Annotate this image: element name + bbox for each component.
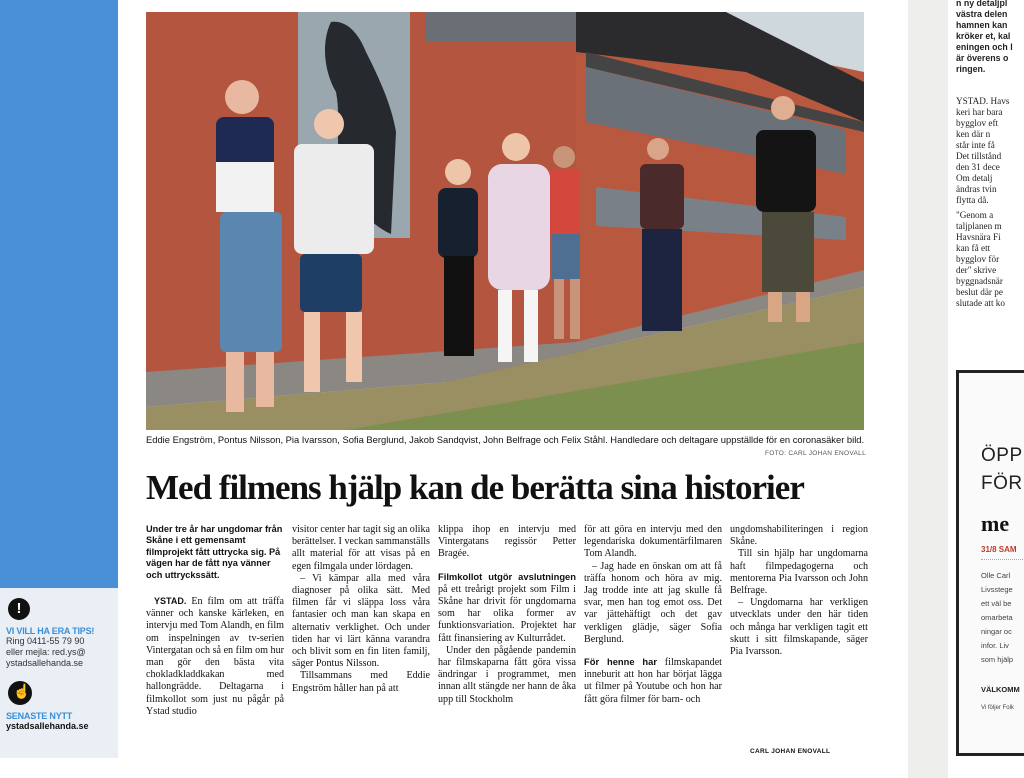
article-body — [146, 524, 868, 764]
article-byline: CARL JOHAN ENOVALL — [750, 748, 831, 755]
fragment-line: der" skrive — [956, 265, 997, 275]
page-gutter — [908, 0, 948, 778]
paragraph-text: filmskapandet inneburit att hon har börjat lägga ut filmer på Youtube och hon har fått göra filmer för barn- och — [584, 657, 722, 705]
ad-heading-line-1: ÖPP — [981, 445, 1023, 466]
ad-text-line: omarbeta — [981, 613, 1013, 622]
paragraph: – Vi kämpar alla med våra diagnoser på olika sätt. Med filmen får vi släppa loss våra fantasier och man kan skapa en alternativ verklighet. Och under tiden har vi lärt känna varandra och blivit som en fin liten familj, säger Pontus Nilsson. — [292, 572, 430, 670]
paragraph: Under den pågående pandemin har filmskaparna fått göra vissa ändringar i programmet, men innan allt stängde ner hann de åka upp till Stockholm — [438, 644, 576, 705]
sidebar-color-block — [0, 0, 118, 588]
paragraph: Till sin hjälp har ungdomarna haft filmpedagogerna och mentorerna Pia Ivarsson och John Belfrage. — [730, 548, 868, 597]
ad-date: 31/8 SAM — [981, 545, 1017, 554]
left-sidebar — [0, 0, 118, 778]
fragment-line: eningen och l — [956, 42, 1013, 52]
fragment-line: kröker et, kal — [956, 31, 1011, 41]
paragraph: – Jag hade en önskan om att få träffa honom och höra av mig. Jag trodde inte att jag skulle få svar, men han tog emot oss. Det var jättehäftigt och det gav verkligen glädje, säger Sofia Berglund. — [584, 560, 722, 645]
tips-phone: Ring 0411-55 79 90 — [6, 636, 85, 646]
fragment-line: den 31 dece — [956, 162, 1000, 172]
paragraph — [146, 595, 284, 718]
article-photo — [146, 12, 864, 430]
fragment-line: bygglov eft — [956, 118, 999, 128]
dateline: YSTAD. — [154, 596, 187, 607]
fragment-line: ken där n — [956, 129, 991, 139]
fragment-line: n ny detaljpl — [956, 0, 1008, 8]
fragment-line: "Genom a — [956, 210, 994, 220]
fragment-line: västra delen — [956, 9, 1008, 19]
paragraph: klippa ihop en intervju med Vintergatans regissör Petter Bragée. — [438, 524, 576, 560]
fragment-line: slutade att ko — [956, 298, 1005, 308]
paragraph: – Ungdomarna har verkligen utvecklats under den här tiden och många har verkligen tagit ett skutt i sitt filmskapande, säger Pia Ivarsson. — [730, 597, 868, 658]
article-column-3 — [438, 524, 576, 706]
paragraph-text: på ett treårigt projekt som Film i Skåne har drivit för ungdomarna som har olika former av funktionsvariation. Projektet har fått finansiering av Kulturrådet. — [438, 583, 576, 644]
paragraph: Tillsammans med Eddie Engström håller han på att — [292, 670, 430, 694]
paragraph: för att göra en intervju med den legendariska dokumentärfilmaren Tom Alandh. — [584, 524, 722, 560]
ad-title: me — [981, 511, 1010, 536]
ad-text-line: infor. Liv — [981, 641, 1009, 650]
article-column-2 — [292, 524, 430, 695]
fragment-line: Havsnära Fi — [956, 232, 1001, 242]
fragment-line: YSTAD. Havs — [956, 96, 1010, 106]
pointing-hand-icon — [8, 681, 32, 705]
fragment-line: flytta då. — [956, 195, 989, 205]
fragment-line: ringen. — [956, 64, 986, 74]
tips-box — [0, 588, 118, 758]
exclamation-icon: ! — [8, 598, 30, 620]
tips-email-2: ystadsallehanda.se — [6, 658, 84, 668]
paragraph-text: En film om att träffa vänner och kanske kärleken, en intervju med Tom Alandh, en film om inspelningen av tv-serien Vintergatan och så en film om hur man gör den bästa vita chokladkladdkakan med hallongrädde. Deltagarna i filmkollot som just nu pågår på Ystad studio — [146, 596, 284, 717]
subheading: Filmkollot utgör avslutningen — [438, 570, 576, 582]
ad-footer-note: Vi följer Folk — [981, 705, 1014, 711]
tips-heading: VI VILL HA ERA TIPS! — [6, 626, 95, 636]
ad-text-line: ningar oc — [981, 627, 1012, 636]
fragment-line: beslut där pe — [956, 287, 1003, 297]
fragment-line: Det tillstånd — [956, 151, 1002, 161]
ad-divider — [981, 559, 1024, 560]
fragment-line: hamnen kan — [956, 20, 1008, 30]
fragment-line: är överens o — [956, 53, 1009, 63]
article-column-5 — [730, 524, 868, 658]
fragment-line: står inte få — [956, 140, 995, 150]
tips-email-1: eller mejla: red.ys@ — [6, 647, 86, 657]
paragraph — [584, 656, 722, 706]
article-column-1 — [146, 524, 284, 718]
newspaper-page — [118, 0, 908, 778]
article-column-4 — [584, 524, 722, 706]
fragment-line: byggnadsnär — [956, 276, 1003, 286]
ad-text-line: ett väl be — [981, 599, 1012, 608]
article-lead: Under tre år har ungdomar från Skåne i ett gemensamt filmprojekt fått uttrycka sig. På vägen har de fått nya vänner och uttryckssätt. — [146, 524, 283, 580]
news-site: ystadsallehanda.se — [6, 721, 89, 731]
subheading: För henne har — [584, 656, 658, 668]
paragraph: visitor center har tagit sig an olika berättelser. I veckan sammanställs allt material för att visas på en egen filmgala under lördagen. — [292, 524, 430, 572]
article-headline: Med filmens hjälp kan de berätta sina historier — [146, 468, 804, 507]
fragment-line: bygglov för — [956, 254, 1000, 264]
paragraph: ungdomshabiliteringen i region Skåne. — [730, 524, 868, 548]
news-heading: SENASTE NYTT — [6, 711, 73, 721]
ad-heading-line-2: FÖR — [981, 473, 1023, 494]
fragment-line: kan få ett — [956, 243, 991, 253]
ad-text-line: Livsstege — [981, 585, 1013, 594]
paragraph — [438, 571, 576, 645]
ad-footer: VÄLKOMM — [981, 685, 1020, 694]
photo-credit: FOTO: CARL JOHAN ENOVALL — [765, 450, 866, 457]
advertisement-box — [956, 370, 1024, 756]
fragment-line: keri har bara — [956, 107, 1003, 117]
fragment-line: taljplanen m — [956, 221, 1002, 231]
fragment-line: ändras tvin — [956, 184, 997, 194]
fragment-line: Om detalj — [956, 173, 993, 183]
ad-text-line: Olle Carl — [981, 571, 1011, 580]
ad-text-line: som hjälp — [981, 655, 1014, 664]
photo-caption: Eddie Engström, Pontus Nilsson, Pia Ivarsson, Sofia Berglund, Jakob Sandqvist, John Belfrage och Felix Ståhl. Handledare och deltagare uppställde för en coronasäker bild. — [146, 434, 865, 445]
